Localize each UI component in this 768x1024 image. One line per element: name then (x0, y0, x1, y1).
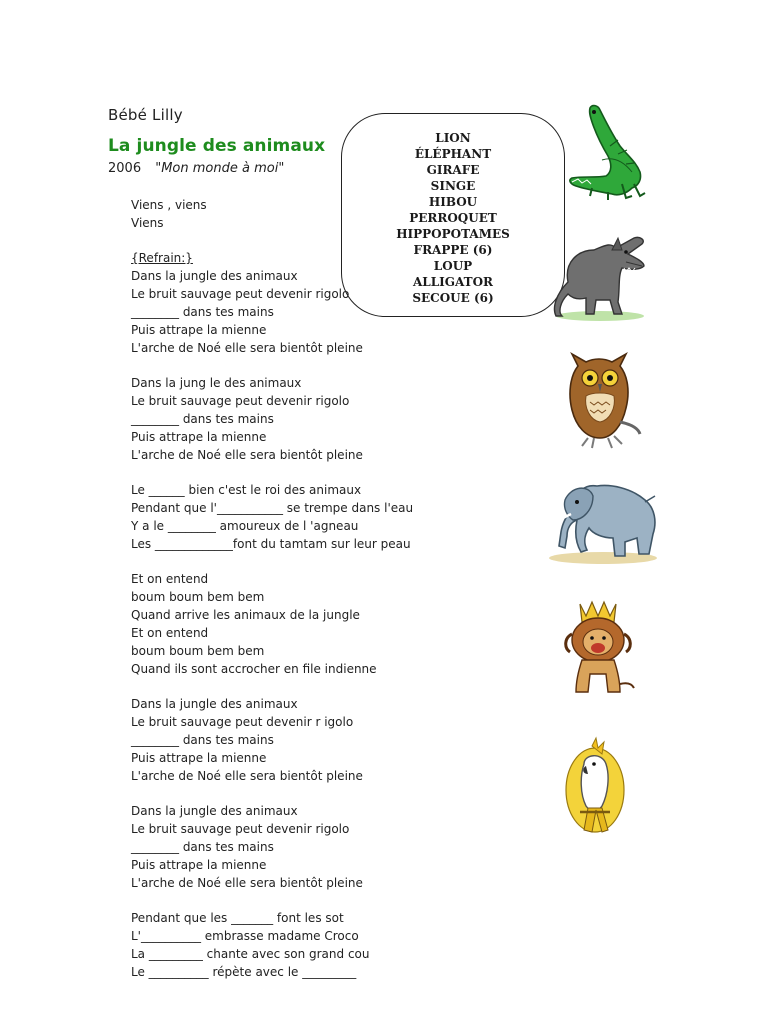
song-title: La jungle des animaux (108, 136, 326, 156)
lyric-line: Et on entend (131, 572, 209, 586)
lyric-line: ________ dans tes mains (131, 305, 274, 319)
artist-name: Bébé Lilly (108, 106, 183, 124)
owl-illustration (560, 352, 646, 454)
lyric-line: L'arche de Noé elle sera bientôt pleine (131, 769, 363, 783)
word-bank-item: ÉLÉPHANT (414, 147, 492, 161)
lyric-line: Les _____________font du tamtam sur leur peau (131, 537, 411, 551)
stanza-gap (131, 464, 461, 481)
lyric-line: boum boum bem bem (131, 644, 265, 658)
wolf-illustration (548, 232, 658, 324)
lyric-line: Quand ils sont accrocher en file indienne (131, 662, 377, 676)
lyric-line: L'arche de Noé elle sera bientôt pleine (131, 341, 363, 355)
lyric-line: Viens (131, 216, 164, 230)
lyric-line: Dans la jungle des animaux (131, 269, 298, 283)
lyric-line: L'__________ embrasse madame Croco (131, 929, 359, 943)
lyric-line: ________ dans tes mains (131, 840, 274, 854)
stanza-gap (131, 232, 461, 249)
cockatoo-illustration (562, 736, 628, 844)
stanza-gap (131, 785, 461, 802)
lyric-line: Y a le ________ amoureux de l 'agneau (131, 519, 359, 533)
lyric-line: Puis attrape la mienne (131, 323, 267, 337)
lyric-line: Viens , viens (131, 198, 207, 212)
word-bank-item: GIRAFE (426, 163, 480, 177)
lyric-line: Dans la jungle des animaux (131, 697, 298, 711)
lyric-line: L'arche de Noé elle sera bientôt pleine (131, 448, 363, 462)
word-bank-item: SINGE (430, 179, 476, 193)
word-bank-item: FRAPPE (6) (413, 243, 493, 257)
lyric-line: L'arche de Noé elle sera bientôt pleine (131, 876, 363, 890)
lyric-line: La _________ chante avec son grand cou (131, 947, 370, 961)
word-bank-item: LOUP (433, 259, 473, 273)
lyric-line: Et on entend (131, 626, 209, 640)
lyric-line: Le __________ répète avec le _________ (131, 965, 357, 979)
lyric-line: Puis attrape la mienne (131, 430, 267, 444)
word-bank-item: HIPPOPOTAMES (396, 227, 510, 241)
lyric-line: Puis attrape la mienne (131, 751, 267, 765)
lyric-line: boum boum bem bem (131, 590, 265, 604)
lyric-line: Dans la jungle des animaux (131, 804, 298, 818)
word-bank-item: LION (435, 131, 471, 145)
stanza-gap (131, 678, 461, 695)
album-name: "Mon monde à moi" (155, 161, 285, 176)
word-bank-item: ALLIGATOR (412, 275, 494, 289)
release-year: 2006 (108, 161, 142, 176)
lyric-line: Puis attrape la mienne (131, 858, 267, 872)
stanza-gap (131, 892, 461, 909)
word-bank-item: PERROQUET (409, 211, 497, 225)
lyric-line: Quand arrive les animaux de la jungle (131, 608, 360, 622)
lyric-line: Le bruit sauvage peut devenir rigolo (131, 287, 350, 301)
year-album-line (108, 161, 284, 176)
word-bank-item: SECOUE (6) (412, 291, 494, 305)
refrain-label: {Refrain:} (131, 251, 193, 265)
lyric-line: Le bruit sauvage peut devenir r igolo (131, 715, 354, 729)
lyric-line: Pendant que les _______ font les sot (131, 911, 344, 925)
lyric-line: Le ______ bien c'est le roi des animaux (131, 483, 362, 497)
stanza-gap (131, 553, 461, 570)
lion-illustration (558, 598, 638, 696)
word-bank-item: HIBOU (428, 195, 478, 209)
lyric-line: Pendant que l'___________ se trempe dans l'eau (131, 501, 414, 515)
lyric-line: Le bruit sauvage peut devenir rigolo (131, 394, 350, 408)
lyric-line: Le bruit sauvage peut devenir rigolo (131, 822, 350, 836)
elephant-illustration (545, 476, 663, 566)
lyric-line: ________ dans tes mains (131, 412, 274, 426)
stanza-gap (131, 357, 461, 374)
lyric-line: ________ dans tes mains (131, 733, 274, 747)
lyrics-body (131, 196, 461, 981)
lyric-line: Dans la jung le des animaux (131, 376, 302, 390)
alligator-illustration (562, 102, 652, 210)
